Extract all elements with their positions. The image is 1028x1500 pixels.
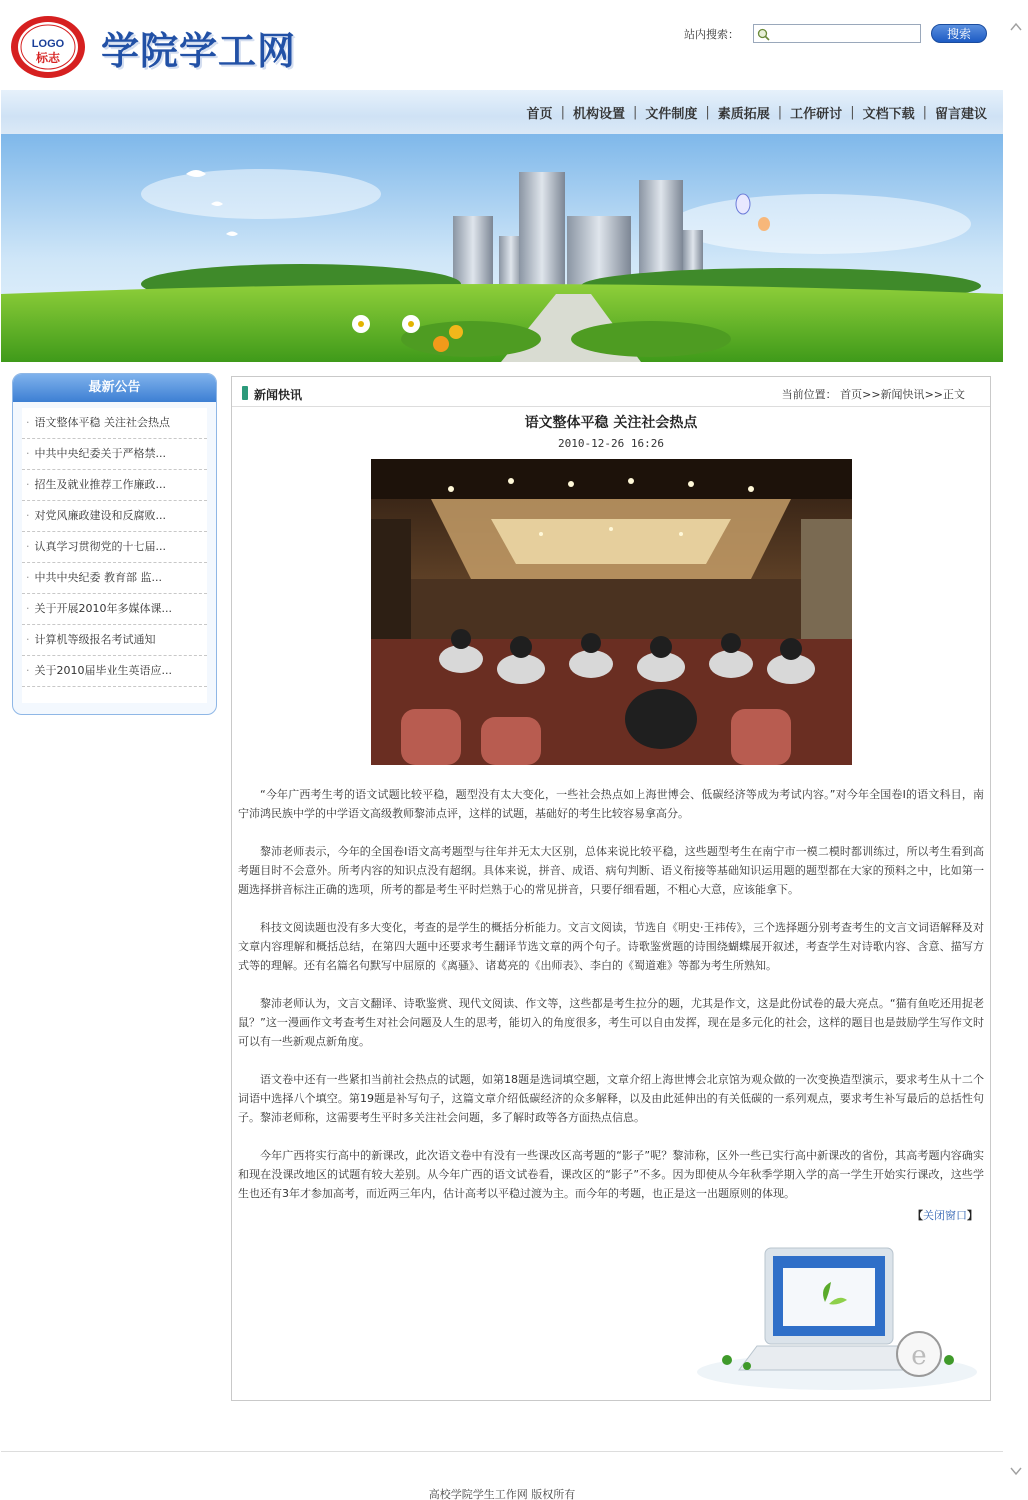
notice-item[interactable] [22,470,207,501]
bullet-icon: · [26,540,30,553]
notice-list [22,408,207,703]
article-paragraph: 黎沛老师表示，今年的全国卷Ⅰ语文高考题型与往年并无太大区别，总体来说比较平稳，这些题型考生在南宁市一模二模时都训练过，所以考生看到高考题目时不会意外。所考内容的知识点没有超纲。具体来说，拼音、成语、病句判断、语义衔接等基础知识运用题的题型都在大家的预料之中，比如第一题选择拼音标注正确的选项，所考的都是考生平时烂熟于心的常见拼音，只要仔细看题，不粗心大意，应该能拿下。 [238,845,984,896]
notice-item-label[interactable]: 认真学习贯彻党的十七届... [34,540,166,553]
conference-photo [371,459,852,765]
bullet-icon: · [26,478,30,491]
nav-separator: | [922,105,927,120]
scroll-up-icon[interactable] [1010,22,1022,32]
computer-illustration [687,1242,987,1392]
article-date: 2010-12-26 16:26 [558,437,664,450]
notice-item[interactable] [22,656,207,687]
latest-notices-title: 最新公告 [13,374,216,402]
notice-item-label[interactable]: 关于开展2010年多媒体课... [34,602,172,615]
nav-separator: | [850,105,855,120]
notice-item-label[interactable]: 招生及就业推荐工作廉政... [34,478,166,491]
article-title: 语文整体平稳 关注社会热点 [524,415,698,431]
bullet-icon: · [26,633,30,646]
search-button[interactable]: 搜索 [931,24,987,43]
main-nav [1,90,1003,134]
breadcrumb [782,386,965,402]
nav-item-6[interactable]: 留言建议 [934,107,987,122]
notice-item[interactable] [22,439,207,470]
article-paragraph: 今年广西将实行高中的新课改，此次语文卷中有没有一些课改区高考题的“影子”呢？黎沛称，区外一些已实行高中新课改的省份，其高考题内容确实和现在没课改地区的试题有较大差别。从今年广西的语文试卷看，课改区的“影子”不多。因为即使从今年秋季学期入学的高一学生开始实行课改，这些学生也还有3年才参加高考，而近两三年内，估计高考以平稳过渡为主。而今年的考题，也正是这一出题原则的体现。 [238,1149,984,1200]
search-input[interactable] [774,26,918,41]
nav-item-3[interactable]: 素质拓展 [717,107,770,122]
svg-text:e: e [911,1341,927,1371]
nav-item-4[interactable]: 工作研讨 [790,107,843,122]
notice-item[interactable] [22,563,207,594]
breadcrumb-separator: >> [862,388,881,401]
bullet-icon: · [26,447,30,460]
article-paragraph: 黎沛老师认为，文言文翻译、诗歌鉴赏、现代文阅读、作文等，这些都是考生拉分的题，尤其是作文，这是此份试卷的最大亮点。“猫有鱼吃还用捉老鼠？”这一漫画作文考查考生对社会问题及人生的思考，能切入的角度很多，考生可以自由发挥，现在是多元化的社会，这样的题目也是鼓励学生写作文时可以有一些新观点新角度。 [238,997,984,1048]
article-panel [231,376,991,1401]
notice-item-label[interactable]: 计算机等级报名考试通知 [34,633,156,646]
article-paragraph: 科技文阅读题也没有多大变化，考查的是学生的概括分析能力。文言文阅读，节选自《明史·王祎传》，三个选择题分别考查考生的文言文词语解释及对文章内容理解和概括总结，在第四大题中还要求考生翻译节选文章的两个句子。诗歌鉴赏题的诗围绕蝴蝶展开叙述，考查学生对诗歌内容、含意、描写方式等的理解。还有名篇名句默写中屈原的《离骚》、诸葛亮的《出师表》、李白的《蜀道难》等都为考生所熟知。 [238,921,984,972]
bullet-icon: · [26,664,30,677]
notice-item-label[interactable]: 对党风廉政建设和反腐败... [34,509,166,522]
search-box[interactable] [753,24,921,43]
scroll-down-icon[interactable] [1010,1466,1022,1476]
bullet-icon: · [26,416,30,429]
latest-notices-panel [12,373,217,715]
nav-item-1[interactable]: 机构设置 [572,107,625,122]
breadcrumb-current: 正文 [943,388,965,401]
breadcrumb-separator: >> [924,388,943,401]
close-window-link[interactable] [912,1207,978,1223]
notice-item[interactable] [22,532,207,563]
notice-item[interactable] [22,594,207,625]
nav-separator: | [705,105,710,120]
page-scrollbar[interactable] [1004,0,1028,1500]
nav-item-5[interactable]: 文档下载 [862,107,915,122]
article-body [238,785,984,1222]
nav-item-0[interactable]: 首页 [526,107,553,122]
notice-item-label[interactable]: 关于2010届毕业生英语应... [34,664,172,677]
article-paragraph: 语文卷中还有一些紧扣当前社会热点的试题，如第18题是选词填空题，文章介绍上海世博会北京馆为观众做的一次变换造型演示，要求考生从十二个词语中选择八个填空。第19题是补写句子，这篇文章介绍低碳经济的众多解释，以及由此延伸出的有关低碳的一系列观点，要求考生补写最后的总括性句子。黎沛老师称，这需要考生平时多关注社会问题，多了解时政等各方面热点信息。 [238,1073,984,1124]
nav-separator: | [777,105,783,120]
section-title: 新闻快讯 [254,388,303,402]
site-name[interactable]: 学院学工网 [101,28,297,73]
notice-item-label[interactable]: 语文整体平稳 关注社会热点 [34,416,170,429]
bullet-icon: · [26,509,30,522]
banner-image [1,134,1003,362]
logo-text-cn: 标志 [35,51,61,65]
breadcrumb-home[interactable]: 首页 [840,388,863,401]
section-marker-icon [242,386,248,400]
bracket-right: 】 [967,1209,978,1222]
close-window-label[interactable]: 关闭窗口 [923,1209,967,1222]
notice-item[interactable] [22,625,207,656]
nav-list [519,103,995,122]
conference-photo-drawing [371,459,852,765]
article-panel-header [232,377,990,407]
notice-item[interactable] [22,501,207,532]
nav-separator: | [632,105,638,120]
search-label: 站内搜索： [684,28,739,41]
article-paragraph: “今年广西考生考的语文试题比较平稳，题型没有太大变化，一些社会热点如上海世博会、低碳经济等成为考试内容。”对今年全国卷Ⅰ的语文科目，南宁沛鸿民族中学的中学语文高级教师黎沛点评，这样的试题，基础好的考生比较容易拿高分。 [238,788,984,820]
bullet-icon: · [26,571,30,584]
site-header [0,0,1004,90]
copyright-text: 高校学院学生工作网 版权所有 [428,1488,576,1500]
logo-text: LOGO [31,38,65,50]
bullet-icon: · [26,602,30,615]
search-icon [757,28,770,41]
notice-item[interactable] [22,408,207,439]
breadcrumb-label: 当前位置： [781,388,837,401]
notice-item-label[interactable]: 中共中央纪委关于严格禁... [34,447,166,460]
notice-item-label[interactable]: 中共中央纪委 教育部 监... [34,571,162,584]
banner-scene [1,134,1003,362]
footer-divider [1,1451,1003,1452]
logo-seal-icon[interactable] [9,14,87,80]
breadcrumb-news[interactable]: 新闻快讯 [880,388,925,401]
nav-separator: | [560,105,565,120]
nav-item-2[interactable]: 文件制度 [645,107,698,122]
bracket-left: 【 [912,1209,923,1222]
